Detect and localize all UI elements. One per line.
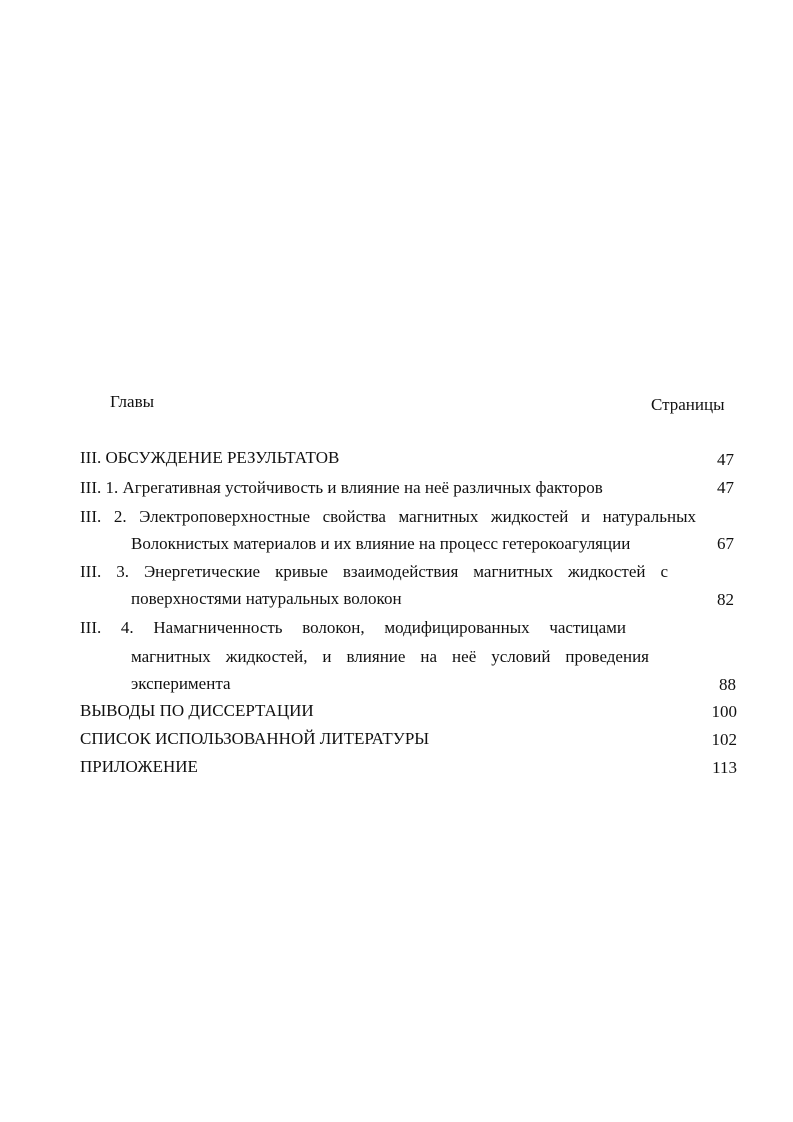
toc-entry-section3-page: 47 bbox=[717, 450, 734, 469]
toc-entry-references-title: СПИСОК ИСПОЛЬЗОВАННОЙ ЛИТЕРАТУРЫ bbox=[80, 729, 430, 748]
toc-entry-s3-3-line1: III. 3. Энергетические кривые взаимодействия магнитных жидкостей с bbox=[80, 562, 668, 581]
toc-entry-s3-3-page: 82 bbox=[717, 590, 734, 609]
toc-entry-s3-3-line2: поверхностями натуральных волокон bbox=[131, 589, 402, 608]
toc-entry-s3-1-page: 47 bbox=[717, 478, 734, 497]
chapters-header: Главы bbox=[110, 392, 155, 411]
toc-entry-s3-2-line2: Волокнистых материалов и их влияние на процесс гетерокоагуляции bbox=[131, 534, 631, 553]
toc-entry-s3-4-line2: магнитных жидкостей, и влияние на неё условий проведения bbox=[131, 647, 649, 666]
toc-entry-section3-title: III. ОБСУЖДЕНИЕ РЕЗУЛЬТАТОВ bbox=[80, 448, 340, 467]
toc-entry-references-page: 102 bbox=[711, 730, 737, 749]
toc-entry-s3-2-page: 67 bbox=[717, 534, 734, 553]
toc-entry-appendix-page: 113 bbox=[712, 758, 737, 777]
toc-entry-conclusions-page: 100 bbox=[711, 702, 737, 721]
toc-entry-s3-1-title: III. 1. Агрегативная устойчивость и влияние на неё различных факторов bbox=[80, 478, 603, 497]
toc-entry-s3-2-line1: III. 2. Электроповерхностные свойства магнитных жидкостей и натуральных bbox=[80, 507, 696, 526]
toc-entry-s3-4-line3: эксперимента bbox=[131, 674, 231, 693]
toc-entry-appendix-title: ПРИЛОЖЕНИЕ bbox=[80, 757, 198, 776]
toc-entry-s3-4-page: 88 bbox=[719, 675, 736, 694]
toc-entry-conclusions-title: ВЫВОДЫ ПО ДИССЕРТАЦИИ bbox=[80, 701, 314, 720]
pages-header: Страницы bbox=[651, 395, 725, 414]
toc-entry-s3-4-line1: III. 4. Намагниченность волокон, модифицированных частицами bbox=[80, 618, 626, 637]
